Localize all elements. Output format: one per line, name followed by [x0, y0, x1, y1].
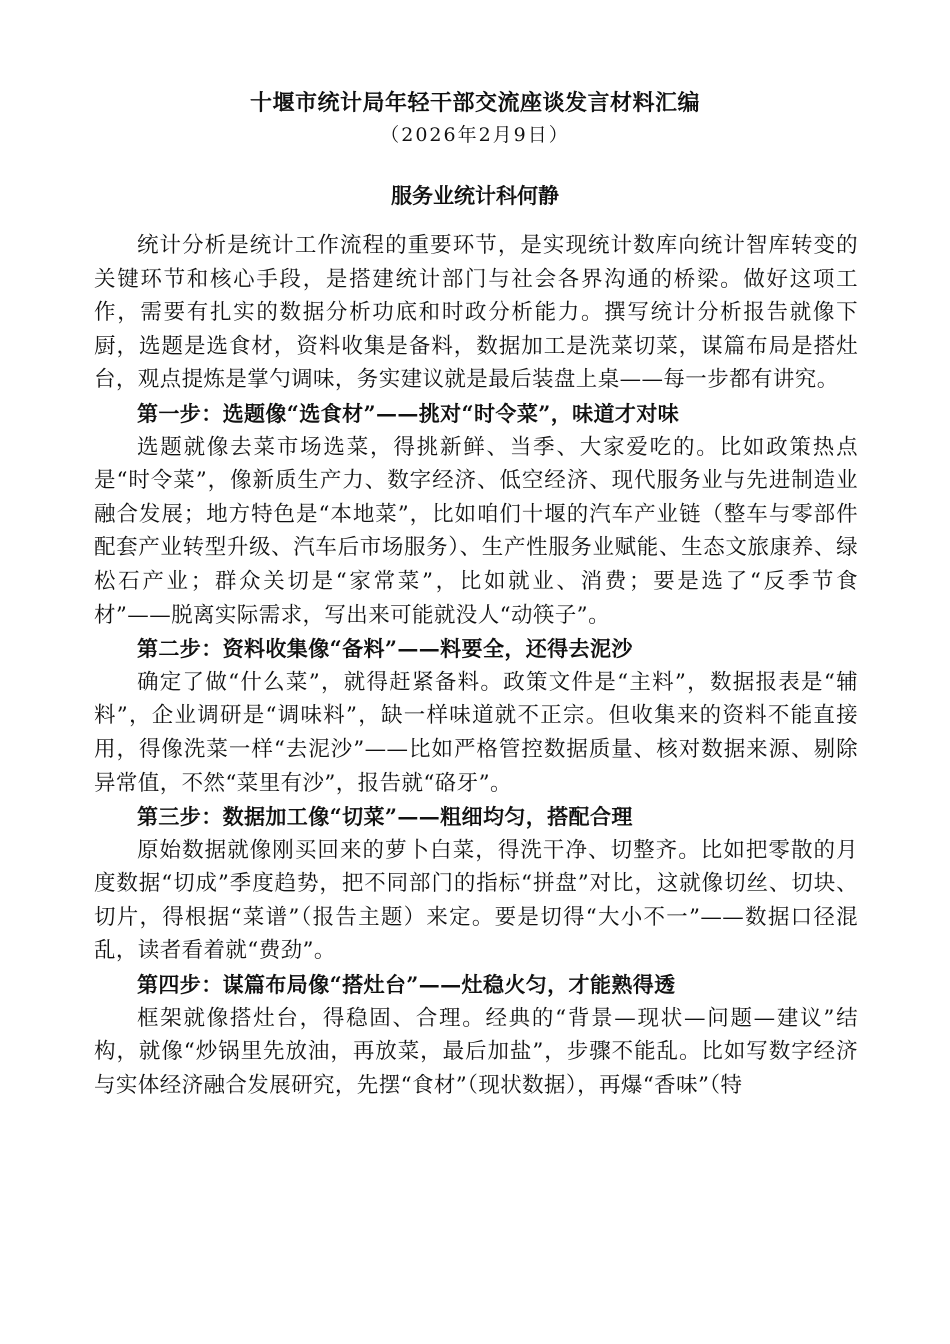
section-paragraph-2: 确定了做“什么菜”，就得赶紧备料。政策文件是“主料”，数据报表是“辅料”，企业调研是“调味料”，缺一样味道就不正宗。但收集来的资料不能直接用，得像洗菜一样“去泥沙”——比如严格管控数据质量、核对数据来源、剔除异常值，不然“菜里有沙”，报告就“硌牙”。: [94, 669, 858, 796]
section-paragraph-1: 选题就像去菜市场选菜，得挑新鲜、当季、大家爱吃的。比如政策热点是“时令菜”，像新质生产力、数字经济、低空经济、现代服务业与先进制造业融合发展；地方特色是“本地菜”，比如咱们十堰的汽车产业链（整车与零部件配套产业转型升级、汽车后市场服务）、生产性服务业赋能、生态文旅康养、绿松石产业；群众关切是“家常菜”，比如就业、消费；要是选了“反季节食材”——脱离实际需求，写出来可能就没人“动筷子”。: [94, 434, 858, 628]
section-heading-3: 第三步：数据加工像“切菜”——粗细均匀，搭配合理: [137, 804, 633, 830]
document-body: [94, 229, 858, 1102]
section-heading-2: 第二步：资料收集像“备料”——料要全，还得去泥沙: [137, 636, 633, 662]
section-heading-4: 第四步：谋篇布局像“搭灶台”——灶稳火匀，才能熟得透: [137, 972, 676, 998]
section-heading-1: 第一步：选题像“选食材”——挑对“时令菜”，味道才对味: [137, 400, 680, 426]
section-paragraph-4: 框架就像搭灶台，得稳固、合理。经典的“背景—现状—问题—建议”结构，就像“炒锅里先放油，再放菜，最后加盐”，步骤不能乱。比如写数字经济与实体经济融合发展研究，先摆“食材”（现状数据），再爆“香味”（特: [94, 1005, 858, 1098]
document-title: 十堰市统计局年轻干部交流座谈发言材料汇编: [249, 90, 700, 116]
intro-paragraph: 统计分析是统计工作流程的重要环节，是实现统计数库向统计智库转变的关键环节和核心手段，是搭建统计部门与社会各界沟通的桥梁。做好这项工作，需要有扎实的数据分析功底和时政分析能力。撰写统计分析报告就像下厨，选题是选食材，资料收集是备料，数据加工是洗菜切菜，谋篇布局是搭灶台，观点提炼是掌勺调味，务实建议就是最后装盘上桌——每一步都有讲究。: [94, 233, 858, 393]
document-date: （2026年2月9日）: [380, 124, 570, 146]
section-paragraph-3: 原始数据就像刚买回来的萝卜白菜，得洗干净、切整齐。比如把零散的月度数据“切成”季度趋势，把不同部门的指标“拼盘”对比，这就像切丝、切块、切片，得根据“菜谱”（报告主题）来定。要是切得“大小不一”——数据口径混乱，读者看着就“费劲”。: [94, 837, 858, 964]
author-line: 服务业统计科何静: [391, 183, 559, 208]
